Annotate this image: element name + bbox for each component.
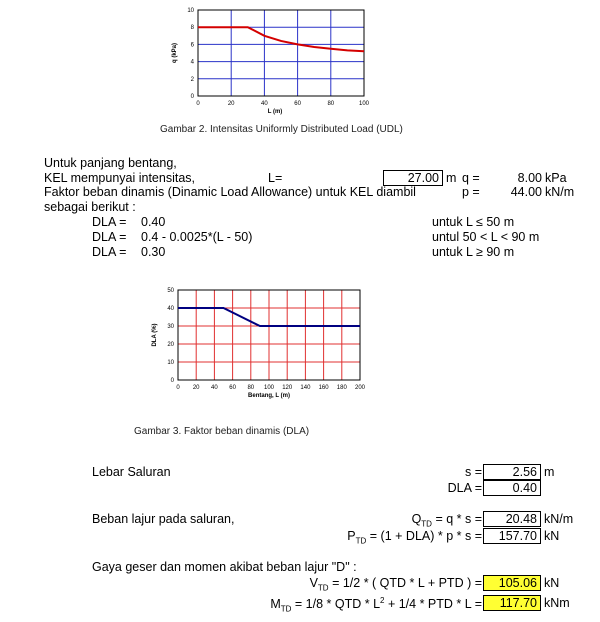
mtd-value-cell[interactable]: 117.70 xyxy=(483,595,541,611)
y-tick-label: 20 xyxy=(167,342,174,348)
x-axis-label: L (m) xyxy=(267,109,283,115)
x-tick-label: 180 xyxy=(336,385,347,391)
plot-frame xyxy=(198,10,364,96)
vtd-symbol: V xyxy=(309,576,318,590)
beban-lajur-label: Beban lajur pada saluran, xyxy=(92,512,235,526)
qtd-value-cell[interactable]: 20.48 xyxy=(483,511,541,527)
mtd-superscript: 2 xyxy=(380,596,385,605)
vtd-value-cell[interactable]: 105.06 xyxy=(483,575,541,591)
mtd-expression-b: + 1/4 * PTD * L = xyxy=(384,597,482,612)
vtd-formula xyxy=(300,576,482,593)
vtd-expression: = 1/2 * ( QTD * L + PTD ) = xyxy=(328,576,482,590)
x-tick-label: 80 xyxy=(327,101,335,107)
dla-chart-caption: Gambar 3. Faktor beban dinamis (DLA) xyxy=(134,426,310,437)
dla-row-2-label: DLA = xyxy=(92,230,127,244)
p-unit: kN/m xyxy=(545,185,575,199)
udl-chart-caption: Gambar 2. Intensitas Uniformly Distributed Load (UDL) xyxy=(160,124,403,135)
l-value-cell[interactable]: 27.00 xyxy=(383,170,443,186)
y-tick-label: 8 xyxy=(190,25,194,32)
y-tick-label: 2 xyxy=(190,76,194,83)
x-tick-label: 20 xyxy=(192,385,200,391)
dla-row-1-formula: 0.40 xyxy=(141,215,166,229)
qtd-subscript: TD xyxy=(421,519,432,529)
q-unit: kPa xyxy=(545,171,567,185)
lebar-saluran-label: Lebar Saluran xyxy=(92,465,171,479)
qtd-expression: = q * s = xyxy=(431,512,482,526)
l-unit: m xyxy=(446,171,457,185)
y-tick-label: 10 xyxy=(187,8,194,14)
x-tick-label: 140 xyxy=(300,385,311,391)
s-value-cell[interactable]: 2.56 xyxy=(483,464,541,480)
y-tick-label: 6 xyxy=(190,42,194,49)
intro-line-2: KEL mempunyai intensitas, xyxy=(44,171,196,185)
mtd-symbol: M xyxy=(270,597,281,612)
x-tick-label: 60 xyxy=(294,101,301,107)
dla-value-cell[interactable]: 0.40 xyxy=(483,480,541,496)
sebagai-text: sebagai berikut : xyxy=(44,200,136,214)
x-axis-label: Bentang, L (m) xyxy=(248,393,290,399)
intro-line-1: Untuk panjang bentang, xyxy=(44,156,177,170)
udl-chart xyxy=(160,4,375,116)
ptd-expression: = (1 + DLA) * p * s = xyxy=(366,529,482,543)
qtd-unit: kN/m xyxy=(544,512,574,526)
mtd-formula xyxy=(262,596,482,614)
p-label: p = xyxy=(462,185,480,199)
gaya-geser-label: Gaya geser dan momen akibat beban lajur "D" : xyxy=(92,560,357,574)
l-label: L= xyxy=(268,171,283,185)
dla-row-3-label: DLA = xyxy=(92,245,127,259)
y-tick-label: 10 xyxy=(167,360,174,366)
x-tick-label: 40 xyxy=(211,385,218,391)
x-tick-label: 0 xyxy=(176,385,180,391)
qtd-formula xyxy=(380,512,482,529)
x-tick-label: 200 xyxy=(354,385,366,391)
dla-row-3-formula: 0.30 xyxy=(141,245,166,259)
x-tick-label: 100 xyxy=(358,101,370,107)
x-tick-label: 60 xyxy=(229,385,236,391)
q-value: 8.00 xyxy=(517,171,542,185)
mtd-unit: kNm xyxy=(544,596,570,610)
dla-sentence: Faktor beban dinamis (Dinamic Load Allowance) untuk KEL diambil xyxy=(44,185,416,199)
y-tick-label: 0 xyxy=(190,94,194,100)
dla-eq-label: DLA = xyxy=(447,481,482,495)
ptd-unit: kN xyxy=(544,529,560,543)
vtd-subscript: TD xyxy=(317,583,329,593)
x-tick-label: 40 xyxy=(261,101,268,107)
mtd-expression-a: = 1/8 * QTD * L xyxy=(291,597,381,612)
y-tick-label: 40 xyxy=(167,306,174,312)
s-unit: m xyxy=(544,465,555,479)
x-tick-label: 160 xyxy=(318,385,329,391)
dla-chart xyxy=(148,284,374,406)
dla-row-3-condition: untuk L ≥ 90 m xyxy=(432,245,515,259)
y-tick-label: 0 xyxy=(170,378,174,384)
series-line xyxy=(198,27,364,51)
mtd-subscript: TD xyxy=(280,604,292,614)
qtd-symbol: Q xyxy=(411,512,422,526)
dla-row-1-label: DLA = xyxy=(92,215,127,229)
ptd-symbol: P xyxy=(347,529,356,543)
x-tick-label: 100 xyxy=(263,385,275,391)
ptd-subscript: TD xyxy=(355,536,367,546)
ptd-value-cell[interactable]: 157.70 xyxy=(483,528,541,544)
dla-row-2-condition: untul 50 < L < 90 m xyxy=(432,230,540,244)
x-tick-label: 0 xyxy=(196,101,200,107)
y-axis-label: q (kPa) xyxy=(172,42,178,64)
x-tick-label: 80 xyxy=(247,385,255,391)
x-tick-label: 20 xyxy=(227,101,235,107)
vtd-unit: kN xyxy=(544,576,560,590)
y-tick-label: 30 xyxy=(167,324,174,330)
p-value: 44.00 xyxy=(510,185,542,199)
x-tick-label: 120 xyxy=(282,385,293,391)
y-axis-label: DLA (%) xyxy=(152,323,158,347)
y-tick-label: 4 xyxy=(190,59,194,66)
q-label: q = xyxy=(462,171,480,185)
s-label: s = xyxy=(464,465,482,479)
dla-row-2-formula: 0.4 - 0.0025*(L - 50) xyxy=(141,230,253,244)
y-tick-label: 50 xyxy=(167,288,174,294)
ptd-formula xyxy=(330,529,482,546)
dla-row-1-condition: untuk L ≤ 50 m xyxy=(432,215,515,229)
